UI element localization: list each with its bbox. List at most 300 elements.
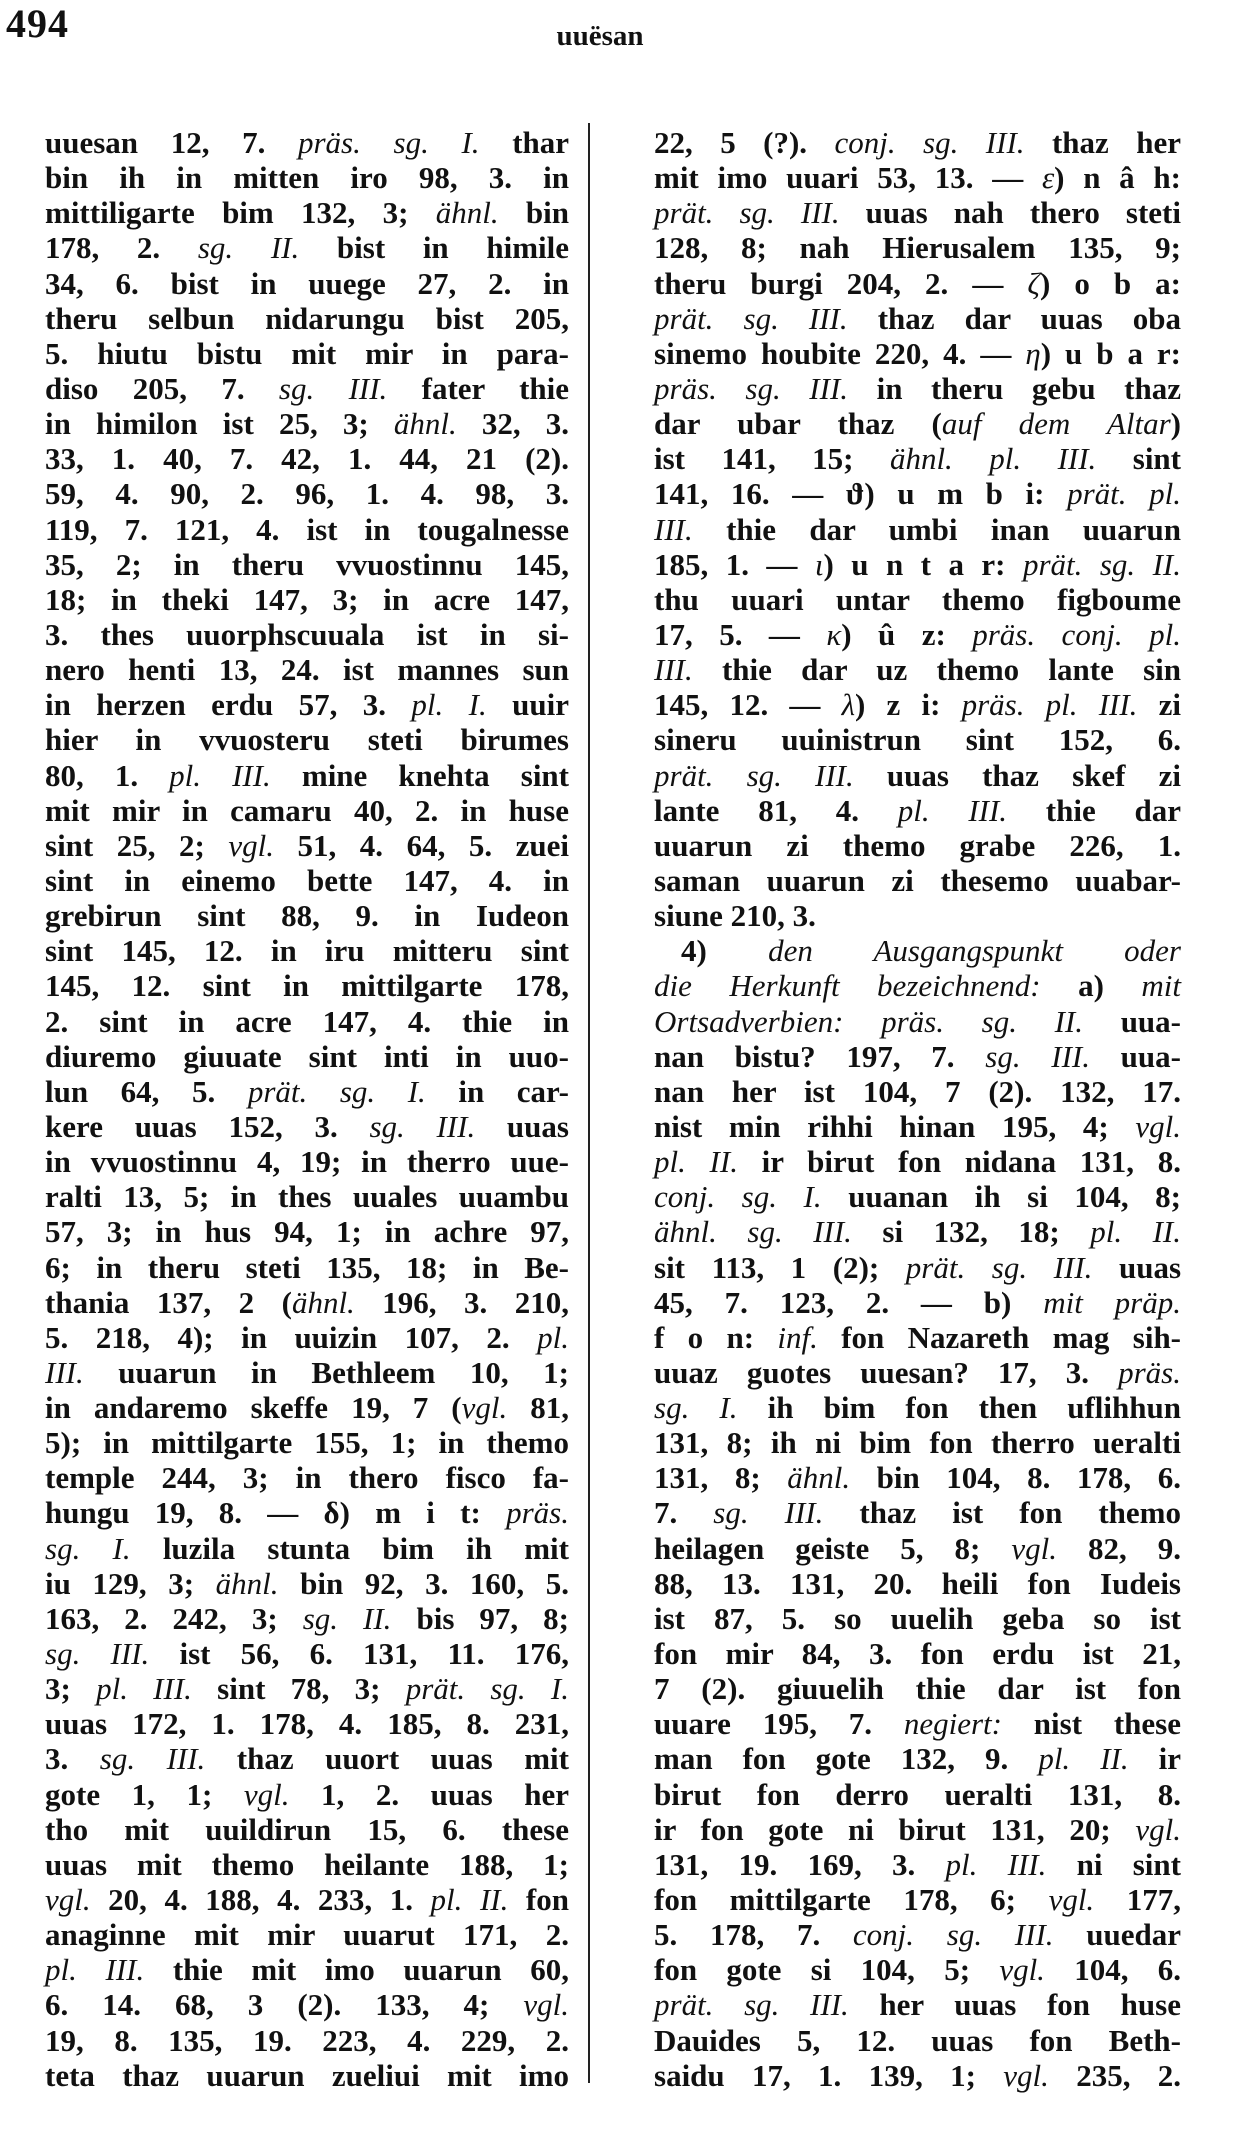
text: 3; [45,1671,97,1707]
text: bin 104, 8. 178, 6. [850,1460,1181,1496]
text-line [45,1144,569,1179]
text-line [45,722,569,757]
text: nan her ist 104, 7 (2). 132, 17. [654,1073,1181,1109]
text-line [654,1460,1181,1495]
text: 3. [45,1741,100,1777]
italic-text: sg. I. [45,1530,131,1566]
italic-text: die Herkunft bezeichnend: [654,968,1041,1004]
text-line [45,863,569,898]
italic-text: η [1025,335,1041,371]
text-line [654,1144,1181,1179]
italic-text: vgl. [523,1987,569,2023]
text: ) o b a: [1039,265,1181,301]
text-line [45,441,569,476]
text: 131, 19. 169, 3. [654,1846,946,1882]
text: nero henti 13, 24. ist mannes sun [45,652,569,688]
text-line [45,793,569,828]
text: zi [1137,687,1181,723]
text: ir [1128,1741,1181,1777]
text-line [654,371,1181,406]
text-line [45,1917,569,1952]
italic-text: vgl. [45,1882,91,1918]
text: 5. 218, 4); in uuizin 107, 2. [45,1319,538,1355]
italic-text: ähnl. [215,1565,279,1601]
italic-text: ähnl. [393,406,457,442]
text: 6. 14. 68, 3 (2). 133, 4; [45,1987,524,2023]
text: ) [1170,406,1181,442]
italic-text: präs. [1118,1354,1181,1390]
text-line [654,1285,1181,1320]
text: ) z i: [855,687,962,723]
text: 145, 12. — [654,687,842,723]
text: fon mir 84, 3. fon erdu ist 21, [654,1636,1181,1672]
text: her uuas fon huse [848,1987,1181,2023]
text-line [45,1882,569,1917]
text-line [45,1460,569,1495]
text-line [654,266,1181,301]
text-line [654,125,1181,160]
text-line [45,968,569,1003]
italic-text: sg. III. [45,1636,150,1672]
text: ) u n t a r: [823,546,1023,582]
text-line [45,2058,569,2093]
italic-text: auf dem Altar [941,406,1171,442]
italic-text: sg. III. [985,1038,1090,1074]
text-line [654,1987,1181,2022]
text: thie mit imo uuarun 60, [144,1952,569,1988]
text: ) n â h: [1054,160,1181,196]
text: thaz dar uuas oba [847,300,1181,336]
text: uuarun zi themo grabe 226, 1. [654,827,1181,863]
text: diso 205, 7. [45,370,279,406]
text: luzila stunta bim ih mit [130,1530,569,1566]
text: thie dar [1007,792,1181,828]
text: teta thaz uuarun zueliui mit imo [45,2057,569,2093]
italic-text: pl. III. [45,1952,145,1988]
text: 7 (2). giuuelih thie dar ist fon [654,1671,1181,1707]
text: nist min rihhi hinan 195, 4; [654,1108,1136,1144]
italic-text: ähnl. pl. III. [889,441,1097,477]
italic-text: prät. sg. I. [247,1073,426,1109]
text: 131, 8; ih ni bim fon therro ueralti [654,1425,1181,1461]
text-line [654,1039,1181,1074]
text-line [654,863,1181,898]
text-line [654,968,1181,1003]
text-line [654,1636,1181,1671]
text-line [654,406,1181,441]
italic-text: ähnl. sg. III. [654,1214,852,1250]
text-line [654,476,1181,511]
text-line [654,758,1181,793]
text: 196, 3. 210, [354,1284,570,1320]
text-line [654,1214,1181,1249]
text: 1, 2. uuas her [289,1776,570,1812]
text: man fon gote 132, 9. [654,1741,1039,1777]
italic-text: präs. conj. pl. [972,616,1181,652]
text-line [45,336,569,371]
italic-text: präs. pl. III. [961,687,1138,723]
text: 80, 1. [45,757,170,793]
text-line [654,1917,1181,1952]
text-line [45,1214,569,1249]
italic-text: präs. [506,1495,569,1531]
running-head: uuësan [556,20,644,52]
text-line [654,1566,1181,1601]
text: uuas mit themo heilante 188, 1; [45,1846,569,1882]
text-line [654,1074,1181,1109]
text: in herzen erdu 57, 3. [45,687,412,723]
text-line [45,1847,569,1882]
text: sineru uuinistrun sint 152, 6. [654,722,1181,758]
italic-text: pl. II. [430,1882,509,1918]
text: 51, 4. 64, 5. zuei [274,827,569,863]
text: dar ubar thaz ( [654,406,942,442]
italic-text: vgl. [1003,2057,1049,2093]
text: uuas [475,1108,569,1144]
text-line [654,1109,1181,1144]
italic-text: präs. sg. I. [297,125,480,160]
page-number: 494 [6,1,69,46]
text: uuaz guotes uuesan? 17, 3. [654,1354,1119,1390]
text: diuremo giuuate sint inti in uuo- [45,1038,569,1074]
italic-text: inf. [777,1319,818,1355]
text-line [654,933,1181,968]
text: 59, 4. 90, 2. 96, 1. 4. 98, 3. [45,476,569,512]
italic-text: ι [814,546,824,582]
italic-text: ζ [1027,265,1040,301]
text-line [654,1179,1181,1214]
text-line [45,1074,569,1109]
text: 45, 7. 123, 2. — b) [654,1284,1044,1320]
italic-text: pl. II. [654,1144,738,1180]
text-line [654,1671,1181,1706]
text: 32, 3. [456,406,570,442]
text: grebirun sint 88, 9. in Iudeon [45,898,569,934]
text-line [654,547,1181,582]
italic-text: pl. III. [96,1671,192,1707]
italic-text: λ [841,687,855,723]
italic-text: vgl. [461,1390,508,1426]
italic-text: prät. sg. III. [654,195,840,231]
text-line [45,1531,569,1566]
text: theru selbun nidarungu bist 205, [45,300,569,336]
text: hungu 19, 8. — δ) m i t: [45,1495,507,1531]
text: 20, 4. 188, 4. 233, 1. [90,1882,431,1918]
text: heilagen geiste 5, 8; [654,1530,1012,1566]
italic-text: vgl. [1135,1811,1181,1847]
text-line [45,1425,569,1460]
text: thar [479,125,570,160]
text-line [654,722,1181,757]
text: saidu 17, 1. 139, 1; [654,2057,1004,2093]
text-line [654,2058,1181,2093]
text-line [654,828,1181,863]
italic-text: pl. [537,1319,569,1355]
text-line [654,195,1181,230]
text: sint 145, 12. in iru mitteru sint [45,933,569,969]
text: 88, 13. 131, 20. heili fon Iudeis [654,1565,1181,1601]
text-line [45,652,569,687]
italic-text: prät. sg. I. [405,1671,569,1707]
text: 5. hiutu bistu mit mir in para- [45,335,569,371]
text: uuas nah thero steti [839,195,1181,231]
text: 5. 178, 7. [654,1917,853,1953]
text: bis 97, 8; [391,1600,570,1636]
italic-text: mit [1141,968,1181,1004]
text-line [654,1952,1181,1987]
text-line [45,1495,569,1530]
text-line [45,758,569,793]
text: uuas 172, 1. 178, 4. 185, 8. 231, [45,1706,569,1742]
text: 4) [681,933,769,969]
text: 22, 5 (?). [654,125,835,160]
text: 128, 8; nah Hierusalem 135, 9; [654,230,1181,266]
text-line [654,1390,1181,1425]
text-line [654,1250,1181,1285]
italic-text: prät. pl. [1067,476,1182,512]
italic-text: Ortsadverbien: präs. sg. II. [654,1003,1084,1039]
text-line [45,1355,569,1390]
text: in theru gebu thaz [848,370,1181,406]
text: bin 92, 3. 160, 5. [278,1565,569,1601]
text-line [45,1109,569,1144]
text-line [45,1285,569,1320]
italic-text: conj. sg. III. [834,125,1025,160]
text: in vvuostinnu 4, 19; in therro uue- [45,1144,569,1180]
text: 33, 1. 40, 7. 42, 1. 44, 21 (2). [45,441,569,477]
text-line [654,512,1181,547]
text: in andaremo skeffe 19, 7 ( [45,1390,462,1426]
text: lun 64, 5. [45,1073,248,1109]
italic-text: conj. sg. III. [852,1917,1054,1953]
text: 178, 2. [45,230,198,266]
text: 81, [507,1390,569,1426]
italic-text: negiert: [903,1706,1002,1742]
italic-text: pl. III. [897,792,1008,828]
text: iu 129, 3; [45,1565,216,1601]
text-line [654,652,1181,687]
text: 19, 8. 135, 19. 223, 4. 229, 2. [45,2022,569,2058]
text-line [45,1601,569,1636]
text: ist 141, 15; [654,441,890,477]
text: kere uuas 152, 3. [45,1108,370,1144]
italic-text: sg. I. [654,1390,738,1426]
text: thaz uuort uuas mit [205,1741,569,1777]
text-line [45,1250,569,1285]
text: bin ih in mitten iro 98, 3. in [45,160,569,196]
italic-text: vgl. [1135,1108,1181,1144]
text-line [45,828,569,863]
text: mit mir in camaru 40, 2. in huse [45,792,569,828]
right-column [654,125,1181,2093]
italic-text: prät. sg. II. [1022,546,1182,582]
italic-text: präs. sg. III. [654,370,849,406]
italic-text: prät. sg. III. [654,1987,849,2023]
text: 57, 3; in hus 94, 1; in achre 97, [45,1214,569,1250]
text-line [45,371,569,406]
text-line [45,1706,569,1741]
text: uuesan 12, 7. [45,125,298,160]
left-column [45,125,569,2093]
text-line [654,336,1181,371]
text-line [654,617,1181,652]
text-line [45,1987,569,2022]
text-line [45,1390,569,1425]
text: 141, 16. — ϑ) u m b i: [654,476,1068,512]
italic-text: III. [45,1354,84,1390]
italic-text: ähnl. [291,1284,355,1320]
text-line [45,1777,569,1812]
text-line [45,547,569,582]
text-line [45,898,569,933]
text: uuas [1092,1249,1182,1285]
text-line [654,230,1181,265]
text: fon gote si 104, 5; [654,1952,1000,1988]
italic-text: pl. II. [1038,1741,1129,1777]
text: uuanan ih si 104, 8; [821,1179,1181,1215]
text: ) û z: [841,616,973,652]
text-line [45,1179,569,1214]
column-divider [588,123,590,2083]
italic-text: pl. I. [411,687,487,723]
italic-text: ähnl. [787,1460,851,1496]
italic-text: ähnl. [435,195,499,231]
text-line [45,266,569,301]
text: sit 113, 1 (2); [654,1249,906,1285]
text: 2. sint in acre 147, 4. thie in [45,1003,569,1039]
text: theru burgi 204, 2. — [654,265,1028,301]
text: 163, 2. 242, 3; [45,1600,303,1636]
text: mittiligarte bim 132, 3; [45,195,436,231]
text: thania 137, 2 ( [45,1284,292,1320]
text-line [654,898,1181,933]
text: fon Nazareth mag sih- [817,1319,1182,1355]
text: ) u b a r: [1040,335,1182,371]
text: lante 81, 4. [654,792,898,828]
text-line [45,1636,569,1671]
italic-text: κ [826,616,842,652]
text-line [654,793,1181,828]
text: ir fon gote ni birut 131, 20; [654,1811,1136,1847]
text-line [45,1671,569,1706]
text: birut fon derro ueralti 131, 8. [654,1776,1181,1812]
text-line [45,195,569,230]
text-line [45,1039,569,1074]
text-line [45,230,569,265]
text-line [654,160,1181,195]
italic-text: prät. sg. III. [654,757,854,793]
text: 35, 2; in theru vvuostinnu 145, [45,546,569,582]
text: 3. thes uuorphscuuala ist in si- [45,616,569,652]
italic-text: conj. sg. I. [654,1179,822,1215]
text: temple 244, 3; in thero fisco fa- [45,1460,569,1496]
text: in himilon ist 25, 3; [45,406,394,442]
text-line [45,476,569,511]
italic-text: vgl. [228,827,275,863]
text: fon mittilgarte 178, 6; [654,1882,1049,1918]
text-line [45,617,569,652]
text: thu uuari untar themo figboume [654,581,1181,617]
text-line [654,582,1181,617]
text: sint in einemo bette 147, 4. in [45,862,569,898]
text-line [654,1847,1181,1882]
text: ih bim fon then uflihhun [737,1390,1181,1426]
text-line [654,1777,1181,1812]
text: 17, 5. — [654,616,827,652]
text: 185, 1. — [654,546,815,582]
text-line [654,1355,1181,1390]
text-line [654,687,1181,722]
text-line [654,1601,1181,1636]
italic-text: vgl. [999,1952,1045,1988]
text: uuedar [1053,1917,1181,1953]
text: thie dar umbi inan uuarun [692,511,1181,547]
text-line [654,2023,1181,2058]
text: 104, 6. [1044,1952,1181,1988]
text: 18; in theki 147, 3; in acre 147, [45,581,569,617]
text: uua- [1089,1038,1181,1074]
text: 5); in mittilgarte 155, 1; in themo [45,1425,569,1461]
italic-text: pl. III. [169,757,271,793]
italic-text: prät. sg. III. [654,300,848,336]
text: 7. [654,1495,714,1531]
text: uuare 195, 7. [654,1706,904,1742]
text: 235, 2. [1048,2057,1182,2093]
text-line [654,1425,1181,1460]
text: ni sint [1046,1846,1181,1882]
italic-text: sg. III. [278,370,388,406]
text-line [654,1004,1181,1039]
text: uuir [486,687,570,723]
text: ralti 13, 5; in thes uuales uuambu [45,1179,569,1215]
text: mine knehta sint [270,757,569,793]
text: anaginne mit mir uuarut 171, 2. [45,1917,569,1953]
text-line [45,1320,569,1355]
text: 145, 12. sint in mittilgarte 178, [45,968,569,1004]
text-line [654,1495,1181,1530]
text-line [45,1566,569,1601]
italic-text: sg. II. [302,1600,392,1636]
text-line [654,1531,1181,1566]
text: mit imo uuari 53, 13. — [654,160,1042,196]
text-line [45,687,569,722]
text-line [45,301,569,336]
text-line [45,512,569,547]
text: sint 25, 2; [45,827,229,863]
text-line [654,301,1181,336]
text: uua- [1083,1003,1181,1039]
italic-text: vgl. [1048,1882,1095,1918]
text-line [654,1320,1181,1355]
italic-text: mit präp. [1043,1284,1181,1320]
italic-text: prät. sg. III. [905,1249,1093,1285]
italic-text: sg. III. [369,1108,476,1144]
italic-text: sg. III. [713,1495,824,1531]
text: uuarun in Bethleem 10, 1; [83,1354,569,1390]
text: f o n: [654,1319,778,1355]
text: nist these [1002,1706,1181,1742]
italic-text: den Ausgangspunkt oder [768,933,1181,969]
italic-text: pl. II. [1090,1214,1181,1250]
text: sinemo houbite 220, 4. — [654,335,1026,371]
text: nan bistu? 197, 7. [654,1038,986,1074]
text: 131, 8; [654,1460,788,1496]
text: saman uuarun zi thesemo uuabar- [654,862,1181,898]
text-line [45,125,569,160]
text: sint [1096,441,1181,477]
text: uuas thaz skef zi [853,757,1181,793]
text: gote 1, 1; [45,1776,244,1812]
